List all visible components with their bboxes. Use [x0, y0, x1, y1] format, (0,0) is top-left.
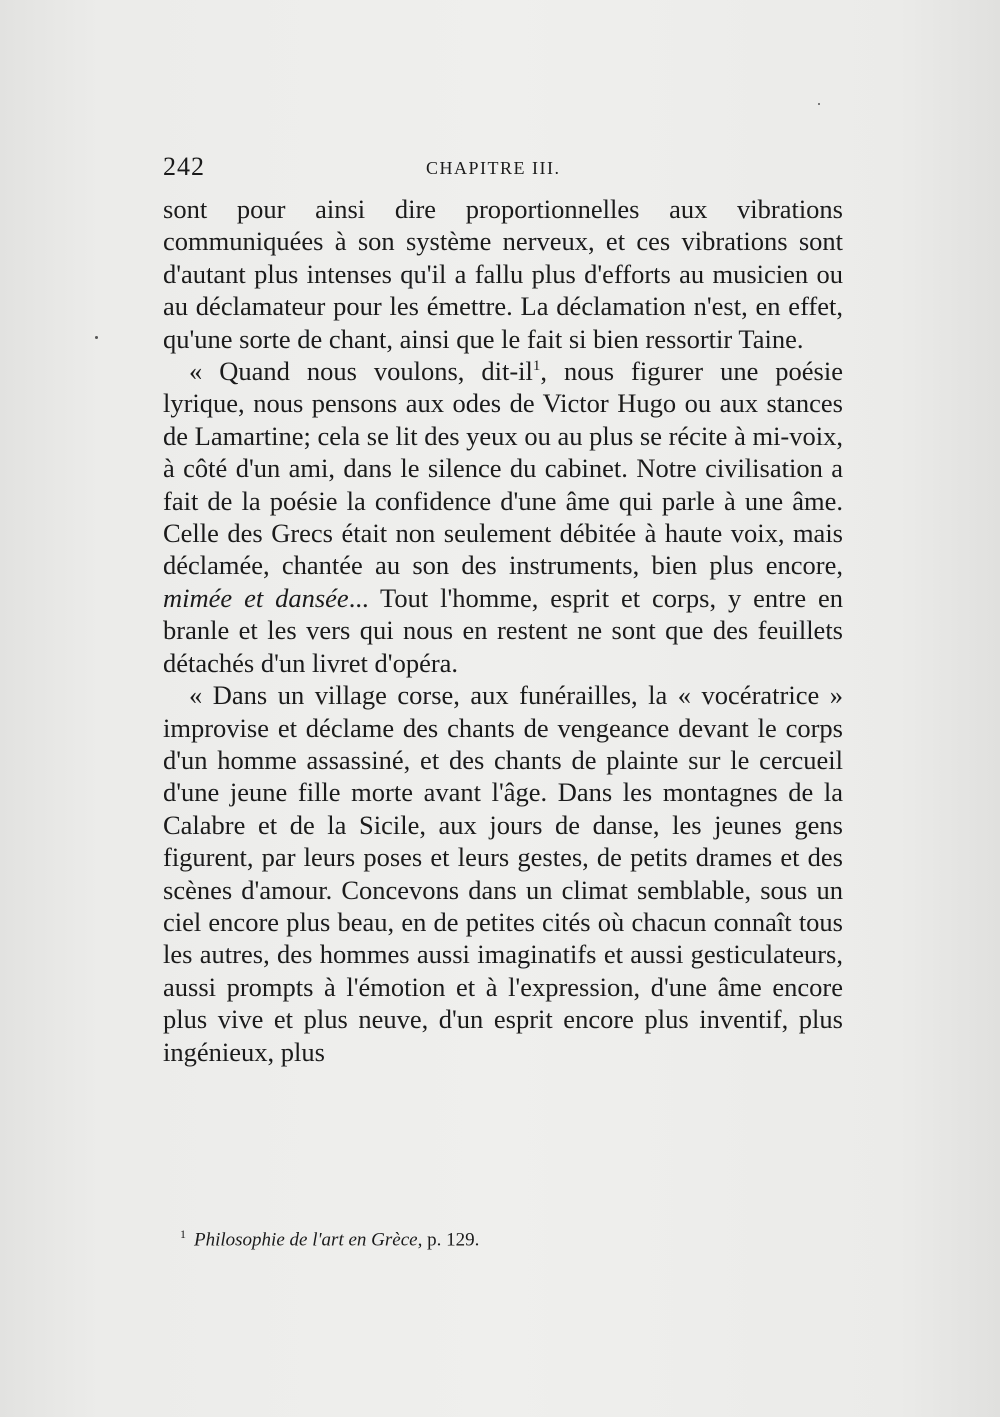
running-head: CHAPITRE III.: [426, 158, 561, 178]
margin-speck: [818, 103, 820, 105]
paragraph-2-middle: , nous figurer une poésie lyrique, nous pensons aux odes de Victor Hugo ou aux stances de Lamartine; cela se lit des yeux ou au plus se récite à mi-voix, à côté d'un ami, dans le silence du cabinet. Notre civilisation a fait de la poésie la confidence d'une âme qui parle à une âme. Celle des Grecs était non seulement débitée à haute voix, mais déclamée, chantée au son des instruments, bien plus encore,: [163, 356, 843, 581]
page-header: [163, 152, 843, 182]
footnote-reference[interactable]: 1: [532, 358, 541, 375]
footnote-number: 1: [180, 1227, 186, 1241]
page-number: 242: [163, 152, 205, 181]
paragraph-1: sont pour ainsi dire proportionnelles aux vibrations communiquées à son système nerveux, et ces vibrations sont d'autant plus intenses qu'il a fallu plus d'efforts au musicien ou au déclamateur pour les émettre. La déclamation n'est, en effet, qu'une sorte de chant, ainsi que le fait si bien ressortir Taine.: [163, 194, 843, 354]
paragraph-3: « Dans un village corse, aux funérailles, la « vocératrice » improvise et déclame des chants de vengeance devant le corps d'un homme assassiné, et des chants de plainte sur le cercueil d'une jeune fille morte avant l'âge. Dans les montagnes de la Calabre et de la Sicile, aux jours de danse, les jeunes gens figurent, par leurs poses et leurs gestes, de petits drames et des scènes d'amour. Concevons dans un climat semblable, sous un ciel encore plus beau, en de petites cités où chacun connaît tous les autres, des hommes aussi imaginatifs et aussi gesticulateurs, aussi prompts à l'émotion et à l'expression, d'une âme encore plus vive et plus neuve, d'un esprit encore plus inventif, plus ingénieux, plus: [163, 680, 843, 1067]
paragraph-2-end: ... Tout l'homme, esprit et corps, y entre en branle et les vers qui nous en restent ne sont que des feuillets détachés d'un livret d'opéra.: [163, 582, 844, 678]
footnote: [180, 1227, 479, 1251]
margin-speck: [95, 336, 98, 339]
paragraph-2-start: « Quand nous voulons, dit-il: [189, 356, 533, 387]
footnote-title: Philosophie de l'art en Grèce,: [194, 1229, 423, 1251]
footnote-page: p. 129.: [427, 1229, 480, 1251]
paragraph-2: [163, 355, 843, 679]
paragraph-2-italic: mimée et dansée: [163, 582, 349, 613]
body-text: [163, 193, 843, 1068]
